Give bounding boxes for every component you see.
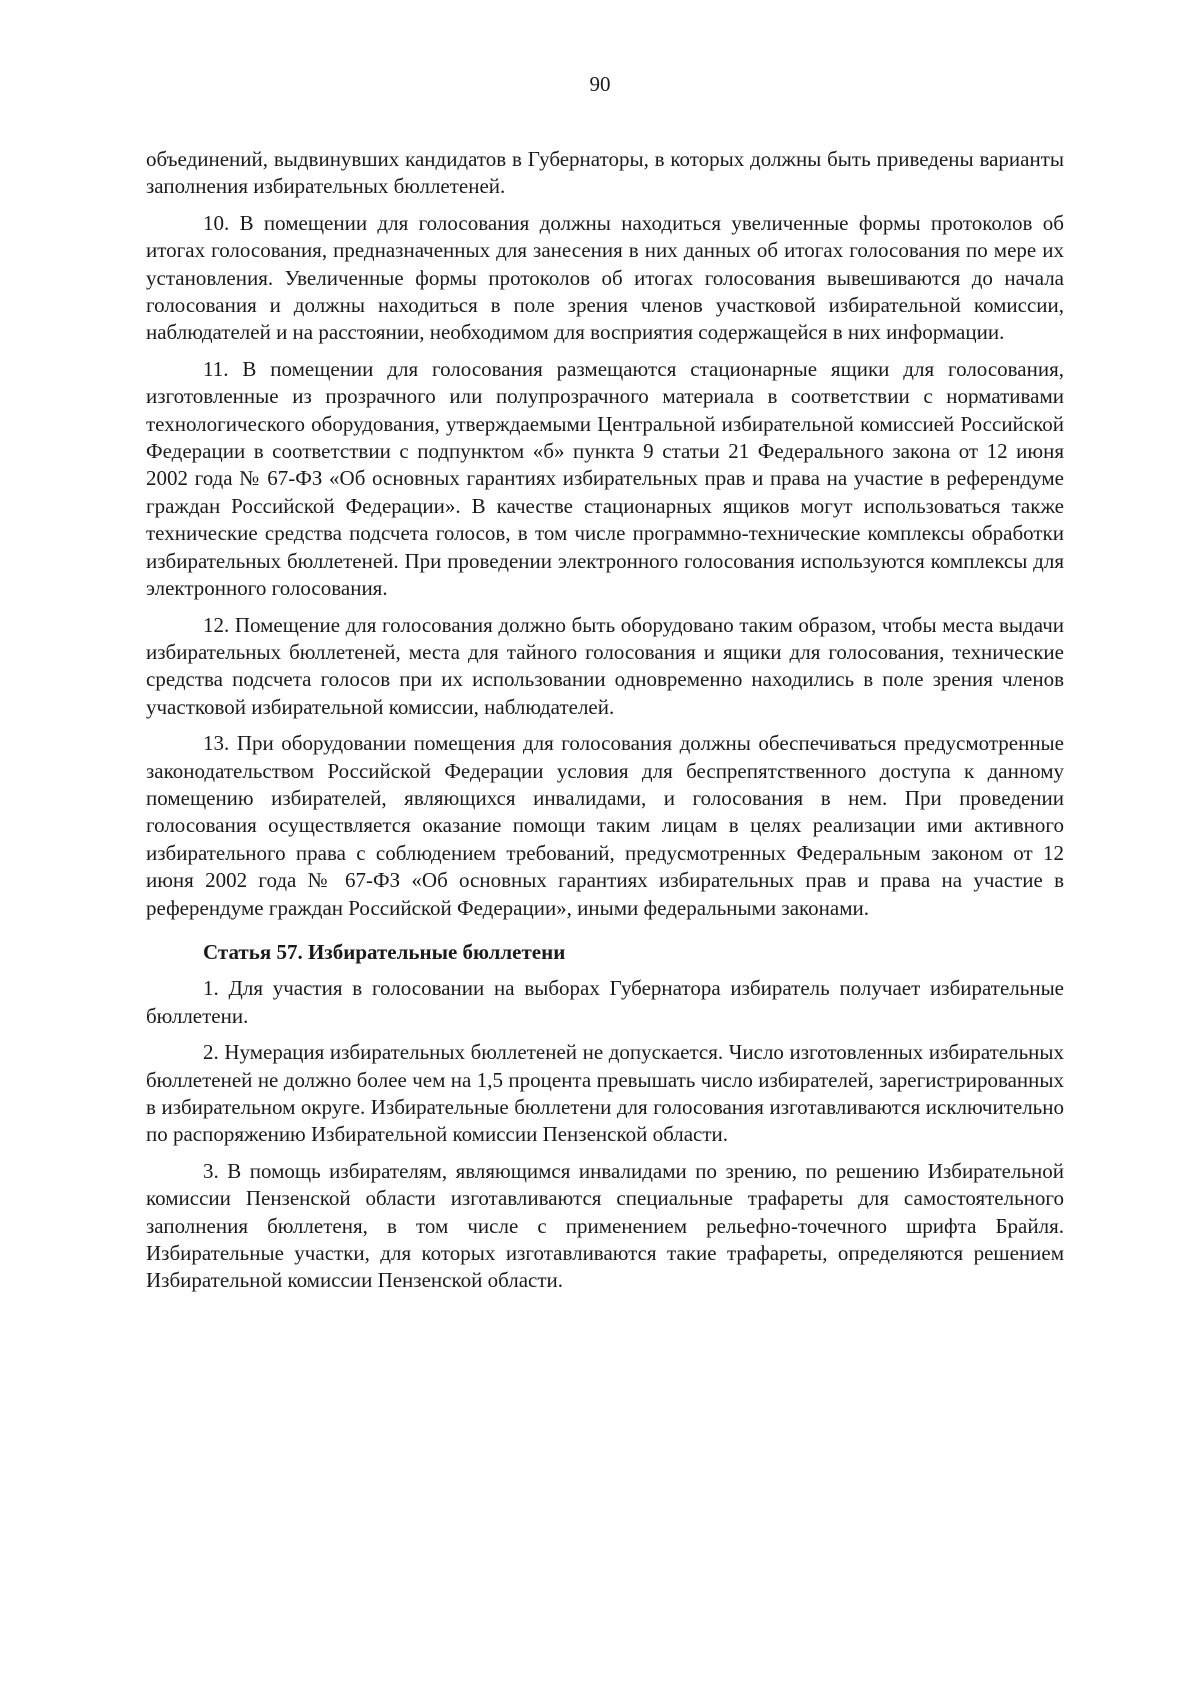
paragraph-11: 11. В помещении для голосования размещаются стационарные ящики для голосования, изготовленные из прозрачного или полупрозрачного материала в соответствии с нормативами технологического оборудования, утверждаемыми Центральной избирательной комиссией Российской Федерации в соответствии с подпунктом «б» пункта 9 статьи 21 Федерального закона от 12 июня 2002 года № 67-ФЗ «Об основных гарантиях избирательных прав и права на участие в референдуме граждан Российской Федерации». В качестве стационарных ящиков могут использоваться также технические средства подсчета голосов, в том числе программно-технические комплексы обработки избирательных бюллетеней. При проведении электронного голосования используются комплексы для электронного голосования. bbox=[146, 356, 1064, 601]
article-paragraph-3: 3. В помощь избирателям, являющимся инвалидами по зрению, по решению Избирательной комиссии Пензенской области изготавливаются специальные трафареты для самостоятельного заполнения бюллетеня, в том числе с применением рельефно-точечного шрифта Брайля. Избирательные участки, для которых изготавливаются такие трафареты, определяются решением Избирательной комиссии Пензенской области. bbox=[146, 1158, 1064, 1293]
document-body bbox=[146, 146, 1064, 1304]
paragraph-10: 10. В помещении для голосования должны находиться увеличенные формы протоколов об итогах голосования, предназначенных для занесения в них данных об итогах голосования по мере их установления. Увеличенные формы протоколов об итогах голосования вывешиваются до начала голосования и должны находиться в поле зрения членов участковой избирательной комиссии, наблюдателей и на расстоянии, необходимом для восприятия содержащейся в них информации. bbox=[146, 210, 1064, 345]
article-paragraph-2: 2. Нумерация избирательных бюллетеней не допускается. Число изготовленных избирательных бюллетеней не должно более чем на 1,5 процента превышать число избирателей, зарегистрированных в избирательном округе. Избирательные бюллетени для голосования изготавливаются исключительно по распоряжению Избирательной комиссии Пензенской области. bbox=[146, 1040, 1064, 1147]
paragraph-continuation: объединений, выдвинувших кандидатов в Губернаторы, в которых должны быть приведены варианты заполнения избирательных бюллетеней. bbox=[146, 147, 1064, 199]
paragraph-13: 13. При оборудовании помещения для голосования должны обеспечиваться предусмотренные законодательством Российской Федерации условия для беспрепятственного доступа к данному помещению избирателей, являющихся инвалидами, и голосования в нем. При проведении голосования осуществляется оказание помощи таким лицам в целях реализации ими активного избирательного права с соблюдением требований, предусмотренных Федеральным законом от 12 июня 2002 года № 67-ФЗ «Об основных гарантиях избирательных прав и права на участие в референдуме граждан Российской Федерации», иными федеральными законами. bbox=[146, 731, 1064, 920]
paragraph-12: 12. Помещение для голосования должно быть оборудовано таким образом, чтобы места выдачи избирательных бюллетеней, места для тайного голосования и ящики для голосования, технические средства подсчета голосов при их использовании одновременно находились в поле зрения членов участковой избирательной комиссии, наблюдателей. bbox=[146, 612, 1064, 719]
article-paragraph-1: 1. Для участия в голосовании на выборах Губернатора избиратель получает избирательные бюллетени. bbox=[146, 976, 1064, 1028]
page-number: 90 bbox=[589, 72, 611, 96]
article-title: Статья 57. Избирательные бюллетени bbox=[203, 939, 566, 964]
